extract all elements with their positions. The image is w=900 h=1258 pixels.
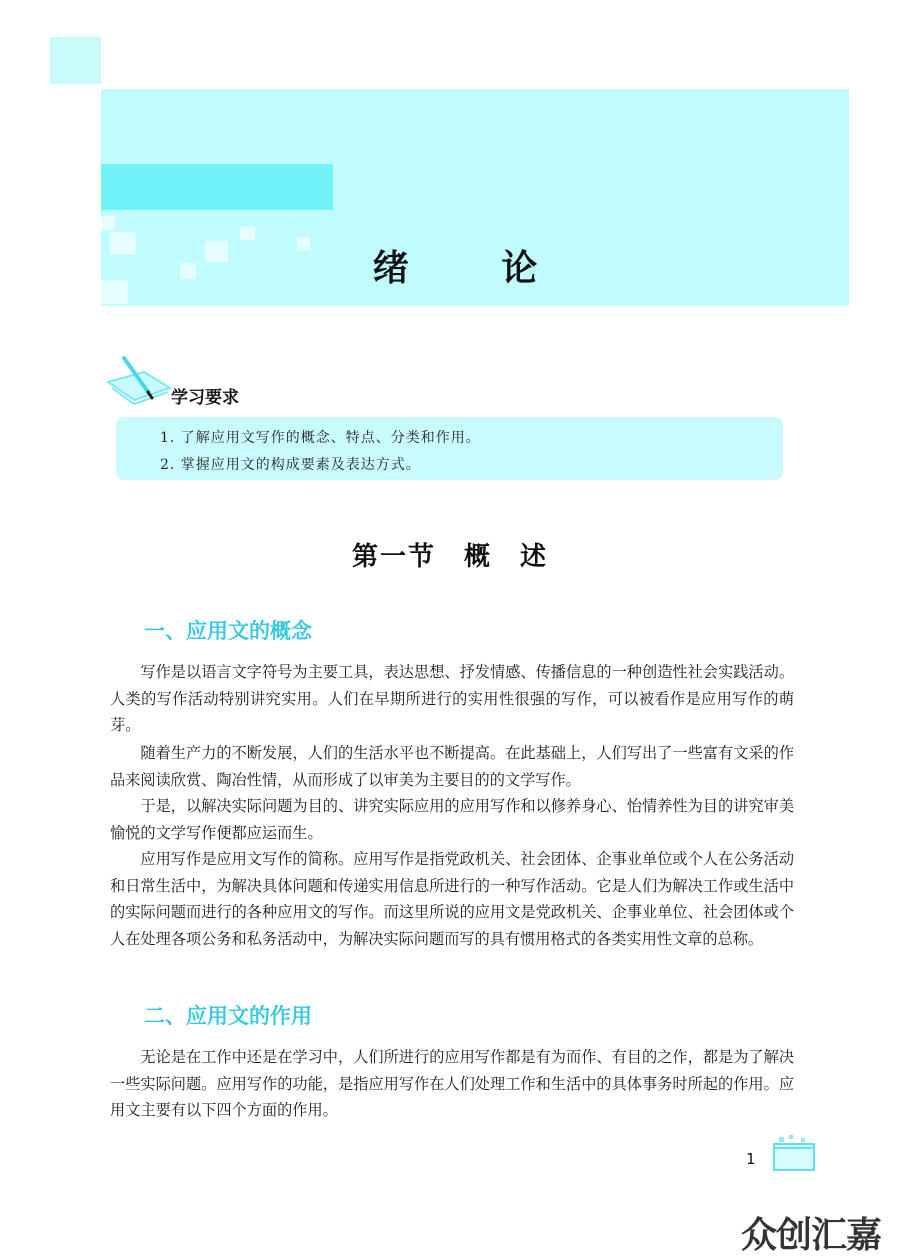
subsection-heading: 一、应用文的概念 (144, 619, 312, 643)
banner-accent-bar (101, 164, 333, 210)
subsection-heading: 二、应用文的作用 (144, 1004, 312, 1028)
section-title: 第一节 概 述 (351, 542, 548, 572)
requirement-item: 1. 了解应用文写作的概念、特点、分类和作用。 (160, 430, 481, 446)
paragraph: 无论是在工作中还是在学习中，人们所进行的应用写作都是有为而作、有目的之作，都是为了解决一些实际问题。应用写作的功能，是指应用写作在人们处理工作和生活中的具体事务时所起的作用。应用文主要有以下四个方面的作用。 (110, 1048, 794, 1119)
decorative-square (50, 37, 101, 84)
requirements-label: 学习要求 (171, 388, 239, 408)
paragraph: 写作是以语言文字符号为主要工具，表达思想、抒发情感、传播信息的一种创造性社会实践活动。人类的写作活动特别讲究实用。人们在早期所进行的实用性很强的写作，可以被看作是应用写作的萌芽。 (110, 663, 794, 734)
watermark: 众创汇嘉 (741, 1215, 882, 1256)
folder-icon (771, 1134, 817, 1174)
page-number: 1 (746, 1150, 756, 1168)
decorative-pixel (240, 227, 255, 240)
paragraph: 应用写作是应用文写作的简称。应用写作是指党政机关、社会团体、企事业单位或个人在公务活动和日常生活中，为解决具体问题和传递实用信息所进行的一种写作活动。它是人们为解决工作或生活中的实际问题而进行的各种应用文的写作。而这里所说的应用文是党政机关、企事业单位、社会团体或个人在处理各项公务和私务活动中，为解决实际问题而写的具有惯用格式的各类实用性文章的总称。 (110, 850, 794, 948)
decorative-pixel (101, 216, 115, 230)
paragraph: 随着生产力的不断发展，人们的生活水平也不断提高。在此基础上，人们写出了一些富有文采的作品来阅读欣赏、陶冶性情，从而形成了以审美为主要目的的文学写作。 (110, 744, 794, 789)
book-icon (104, 352, 174, 410)
paragraph: 于是，以解决实际问题为目的、讲究实际应用的应用写作和以修养身心、怡情养性为目的讲究审美愉悦的文学写作便都应运而生。 (110, 797, 794, 842)
requirement-item: 2. 掌握应用文的构成要素及表达方式。 (160, 457, 421, 473)
chapter-title: 绪 论 (372, 248, 578, 289)
